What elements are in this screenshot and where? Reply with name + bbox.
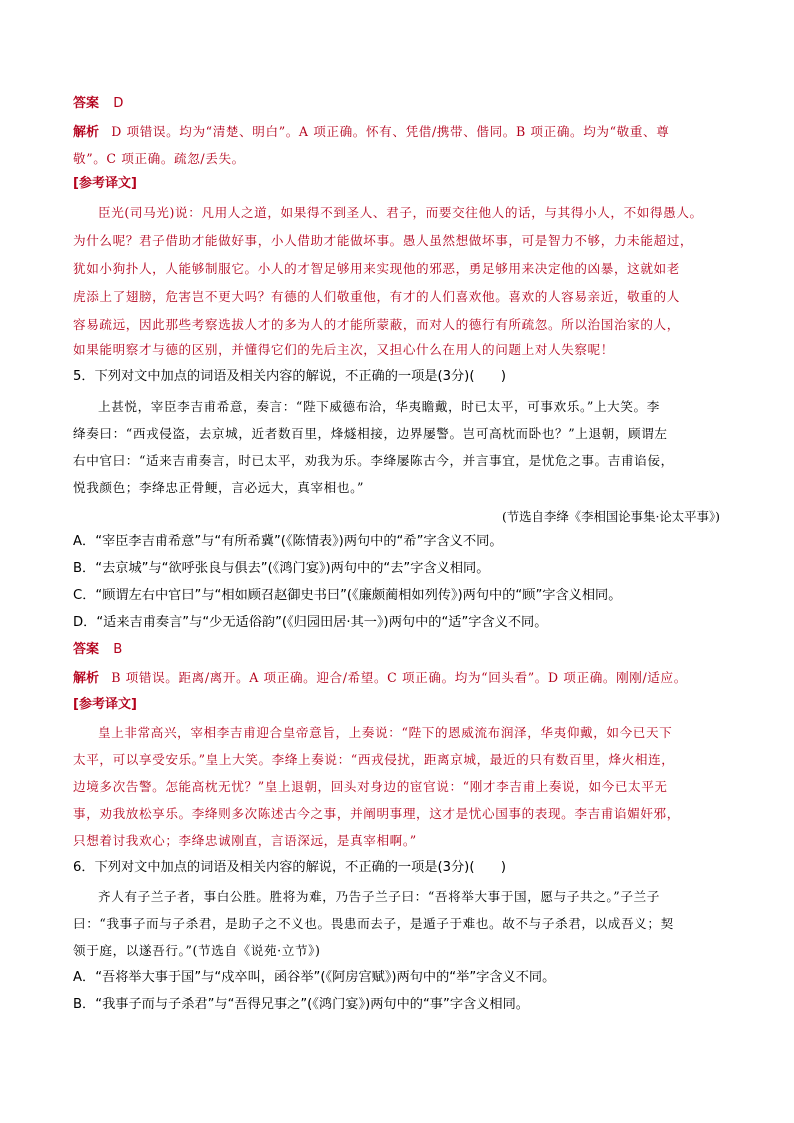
q5-passage-line: 悦我颜色；李绛忠正骨鲠，言必远大，真宰相也。” xyxy=(73,480,365,495)
answer-label: 答案 xyxy=(73,96,100,111)
analysis-text: B 项错误。距离/离开。A 项正确。迎合/希望。C 项正确。均为“回头看”。D 项正确。刚刚/适应。 xyxy=(111,670,687,685)
q4-translation-line: 如果能明察才与德的区别，并懂得它们的先后主次，又担心什么在用人的问题上对人失察呢！ xyxy=(73,342,614,357)
q6-option-a: A．“吾将举大事于国”与“戍卒叫，函谷举”(《阿房宫赋》)两句中的“举”字含义不同。 xyxy=(73,970,556,985)
q4-translation-line: 臣光(司马光)说：凡用人之道，如果得不到圣人、君子，而要交往他人的话，与其得小人，不如得愚人。 xyxy=(98,205,703,220)
answer-value: D xyxy=(113,96,124,111)
q4-answer-row xyxy=(73,94,123,114)
q4-translation-line: 为什么呢？君子借助才能做好事，小人借助才能做坏事。愚人虽然想做坏事，可是智力不够，力未能超过， xyxy=(73,233,694,248)
answer-value: B xyxy=(113,642,123,657)
q6-passage-line: 齐人有子兰子者，事白公胜。胜将为难，乃告子兰子曰：“吾将举大事于国，愿与子共之。”子兰子 xyxy=(98,889,660,904)
reference-translation-label: [参考译文] xyxy=(73,176,137,191)
q5-option-a: A．“宰臣李吉甫希意”与“有所希冀”(《陈情表》)两句中的“希”字含义不同。 xyxy=(73,534,503,549)
analysis-label: 解析 xyxy=(73,671,100,686)
q5-translation-line: 皇上非常高兴，宰相李吉甫迎合皇帝意旨，上奏说：“陛下的恩威流布润泽，华夷仰戴，如今已天下 xyxy=(98,725,673,740)
q6-option-b: B．“我事子而与子杀君”与“吾得兄事之”(《鸿门宴》)两句中的“事”字含义相同。 xyxy=(73,997,529,1012)
analysis-label: 解析 xyxy=(73,125,100,140)
q5-source-citation: (节选自李绛《李相国论事集·论太平事》) xyxy=(501,509,720,524)
q5-answer-row xyxy=(73,640,122,660)
q5-passage-line: 上甚悦，宰臣李吉甫希意，奏言：“陛下威德布洽，华夷瞻戴，时已太平，可事欢乐。”上大笑。李 xyxy=(98,399,660,414)
q5-translation-line: 太平，可以享受安乐。”皇上大笑。李绛上奏说：“西戎侵扰，距离京城，最近的只有数百里，烽火相连， xyxy=(73,752,675,767)
q5-stem: 5．下列对文中加点的词语及相关内容的解说，不正确的一项是(3分)( ) xyxy=(73,369,506,384)
q5-translation-line: 只想着讨我欢心；李绛忠诚刚直，言语深远，是真宰相啊。” xyxy=(73,833,417,848)
q5-option-d: D．“适来吉甫奏言”与“少无适俗韵”(《归园田居·其一》)两句中的“适”字含义不同。 xyxy=(73,615,548,630)
q4-translation-line: 容易疏远，因此那些考察选拔人才的多为人的才能所蒙蔽，而对人的德行有所疏忽。所以治国治家的人， xyxy=(73,317,680,332)
q6-passage-line: 领于庭，以遂吾行。”(节选自《说苑·立节》) xyxy=(73,943,321,958)
q5-option-b: B．“去京城”与“欲呼张良与俱去”(《鸿门宴》)两句中的“去”字含义相同。 xyxy=(73,561,490,576)
q6-stem: 6．下列对文中加点的词语及相关内容的解说，不正确的一项是(3分)( ) xyxy=(73,860,506,875)
reference-translation-label: [参考译文] xyxy=(73,697,137,712)
q6-passage-line: 曰：“我事子而与子杀君，是助子之不义也。畏患而去子，是遁子于难也。故不与子杀君，以成吾义；契 xyxy=(73,916,674,931)
answer-label: 答案 xyxy=(73,642,100,657)
q5-passage-line: 绛奏曰：“西戎侵盗，去京城，近者数百里，烽燧相接，边界屡警。岂可高枕而卧也？”上退朝，顾谓左 xyxy=(73,426,668,441)
analysis-text: D 项错误。均为“清楚、明白”。A 项正确。怀有、凭借/携带、偕同。B 项正确。均为“敬重、尊 xyxy=(111,124,670,139)
q5-translation-line: 事，劝我放松享乐。李绛则多次陈述古今之事，并阐明事理，这才是忧心国事的表现。李吉甫谄媚奸邪， xyxy=(73,806,680,821)
q5-passage-line: 右中官曰：“适来吉甫奏言，时已太平，劝我为乐。李绛屡陈古今，并言事宜，是忧危之事。吉甫谄佞， xyxy=(73,453,674,468)
q5-analysis-row xyxy=(73,668,687,689)
q4-translation-line: 虎添上了翅膀，危害岂不更大吗？有德的人们敬重他，有才的人们喜欢他。喜欢的人容易亲近，敬重的人 xyxy=(73,289,680,304)
q5-translation-line: 边境多次告警。怎能高枕无忧？”皇上退朝，回头对身边的宦官说：“刚才李吉甫上奏说，如今已太平无 xyxy=(73,779,668,794)
q4-translation-line: 犹如小狗扑人，人能够制服它。小人的才智足够用来实现他的邪恶，勇足够用来决定他的凶暴，这就如老 xyxy=(73,261,680,276)
q4-analysis-line-1 xyxy=(73,122,669,143)
q5-option-c: C．“顾谓左右中官曰”与“相如顾召赵御史书曰”(《廉颇蔺相如列传》)两句中的“顾”字含义相同。 xyxy=(73,588,622,603)
q4-analysis-line-2: 敬”。C 项正确。疏忽/丢失。 xyxy=(73,151,245,166)
